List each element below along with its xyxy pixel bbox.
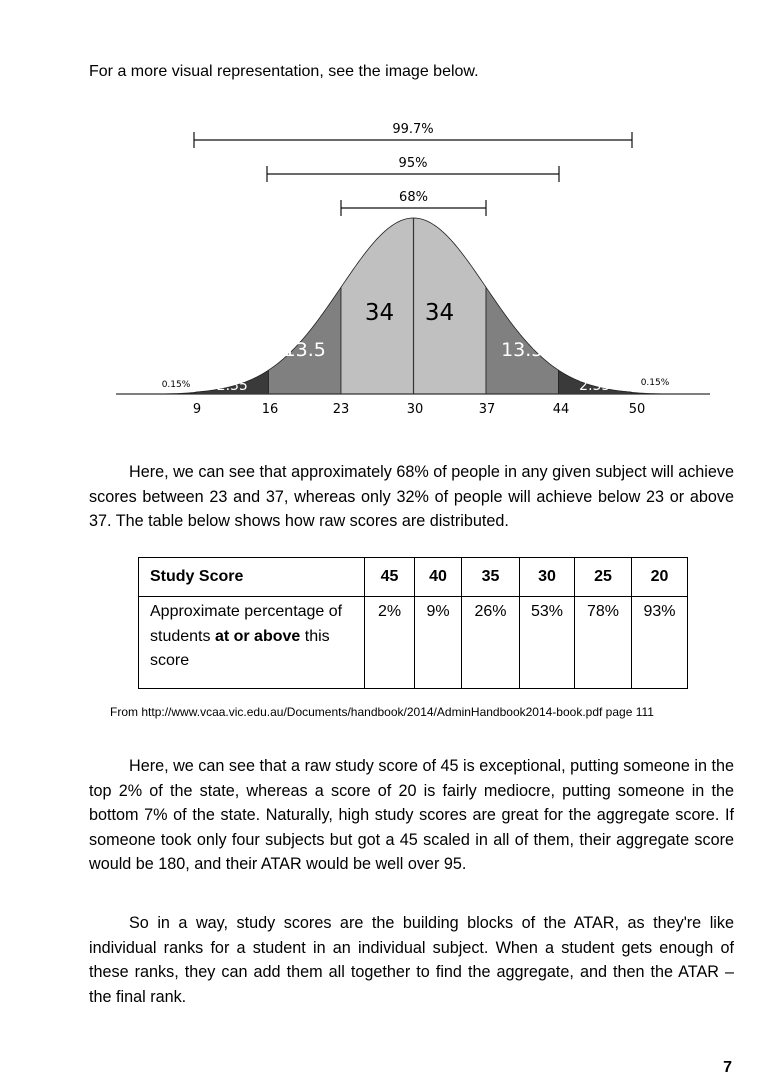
- tail-label: 0.15%: [640, 378, 670, 388]
- row-label-text-end: this score: [150, 627, 330, 669]
- score-cell: 35: [462, 558, 520, 597]
- segment-label: 13.5: [501, 339, 544, 361]
- score-cell: 30: [520, 558, 575, 597]
- paragraph-study-score-45: [89, 754, 734, 877]
- range-label: 99.7%: [392, 122, 434, 137]
- segment-label: 34: [424, 300, 455, 326]
- score-cell: 20: [632, 558, 688, 597]
- x-tick-label: 16: [261, 402, 279, 417]
- paragraph-text: Here, we can see that approximately 68% of people in any given subject will achieve scores between 23 and 37, whereas only 32% of people will achieve below 23 or above 37. The table below shows how raw scores are distributed.: [89, 463, 734, 531]
- study-score-table: [138, 557, 688, 689]
- header-label-cell: Study Score: [139, 558, 365, 597]
- score-cell: 40: [415, 558, 462, 597]
- x-tick-label: 30: [406, 402, 424, 417]
- x-tick-label: 23: [332, 402, 350, 417]
- page-number: 7: [723, 1059, 732, 1076]
- x-tick-label: 50: [628, 402, 646, 417]
- percentage-cell: 9%: [415, 597, 462, 689]
- x-tick-label: 9: [192, 402, 202, 417]
- tail-label: 0.15%: [161, 380, 191, 390]
- source-citation: From http://www.vcaa.vic.edu.au/Documents/handbook/2014/AdminHandbook2014-book.pdf page 111: [110, 705, 654, 719]
- paragraph-68-percent: [89, 460, 734, 534]
- score-cell: 25: [575, 558, 632, 597]
- row-label-cell: [139, 597, 365, 689]
- intro-text: For a more visual representation, see the image below.: [89, 63, 479, 80]
- percentage-cell: 78%: [575, 597, 632, 689]
- table-row: [139, 597, 688, 689]
- segment-label: 13.5: [283, 339, 326, 361]
- score-cell: 45: [365, 558, 415, 597]
- paragraph-text: So in a way, study scores are the building blocks of the ATAR, as they're like individual ranks for a student in an individual subject. When a student gets enough of these ranks, they can add them all together to find the aggregate, and then the ATAR – the final rank.: [89, 914, 734, 1006]
- bell-curve-chart: [110, 115, 715, 430]
- x-tick-label: 37: [478, 402, 496, 417]
- x-tick-label: 44: [552, 402, 570, 417]
- paragraph-building-blocks: [89, 911, 734, 1009]
- percentage-cell: 53%: [520, 597, 575, 689]
- range-label: 68%: [399, 190, 428, 205]
- segment-label: 2.35: [216, 378, 248, 394]
- paragraph-text: Here, we can see that a raw study score of 45 is exceptional, putting someone in the top 2% of the state, whereas a score of 20 is fairly mediocre, putting someone in the bottom 7% of the state. Naturally, high study scores are great for the aggregate score. If someone took only four subjects but got a 45 scaled in all of them, their aggregate score would be 180, and their ATAR would be well over 95.: [89, 757, 734, 874]
- table-header-row: [139, 558, 688, 597]
- segment-label: 34: [364, 300, 395, 326]
- row-label-bold: at or above: [214, 627, 301, 645]
- row-label-text: Approximate percentage of students: [150, 603, 343, 645]
- percentage-cell: 93%: [632, 597, 688, 689]
- percentage-cell: 2%: [365, 597, 415, 689]
- percentage-cell: 26%: [462, 597, 520, 689]
- segment-label: 2.35: [579, 378, 611, 394]
- range-label: 95%: [398, 156, 428, 171]
